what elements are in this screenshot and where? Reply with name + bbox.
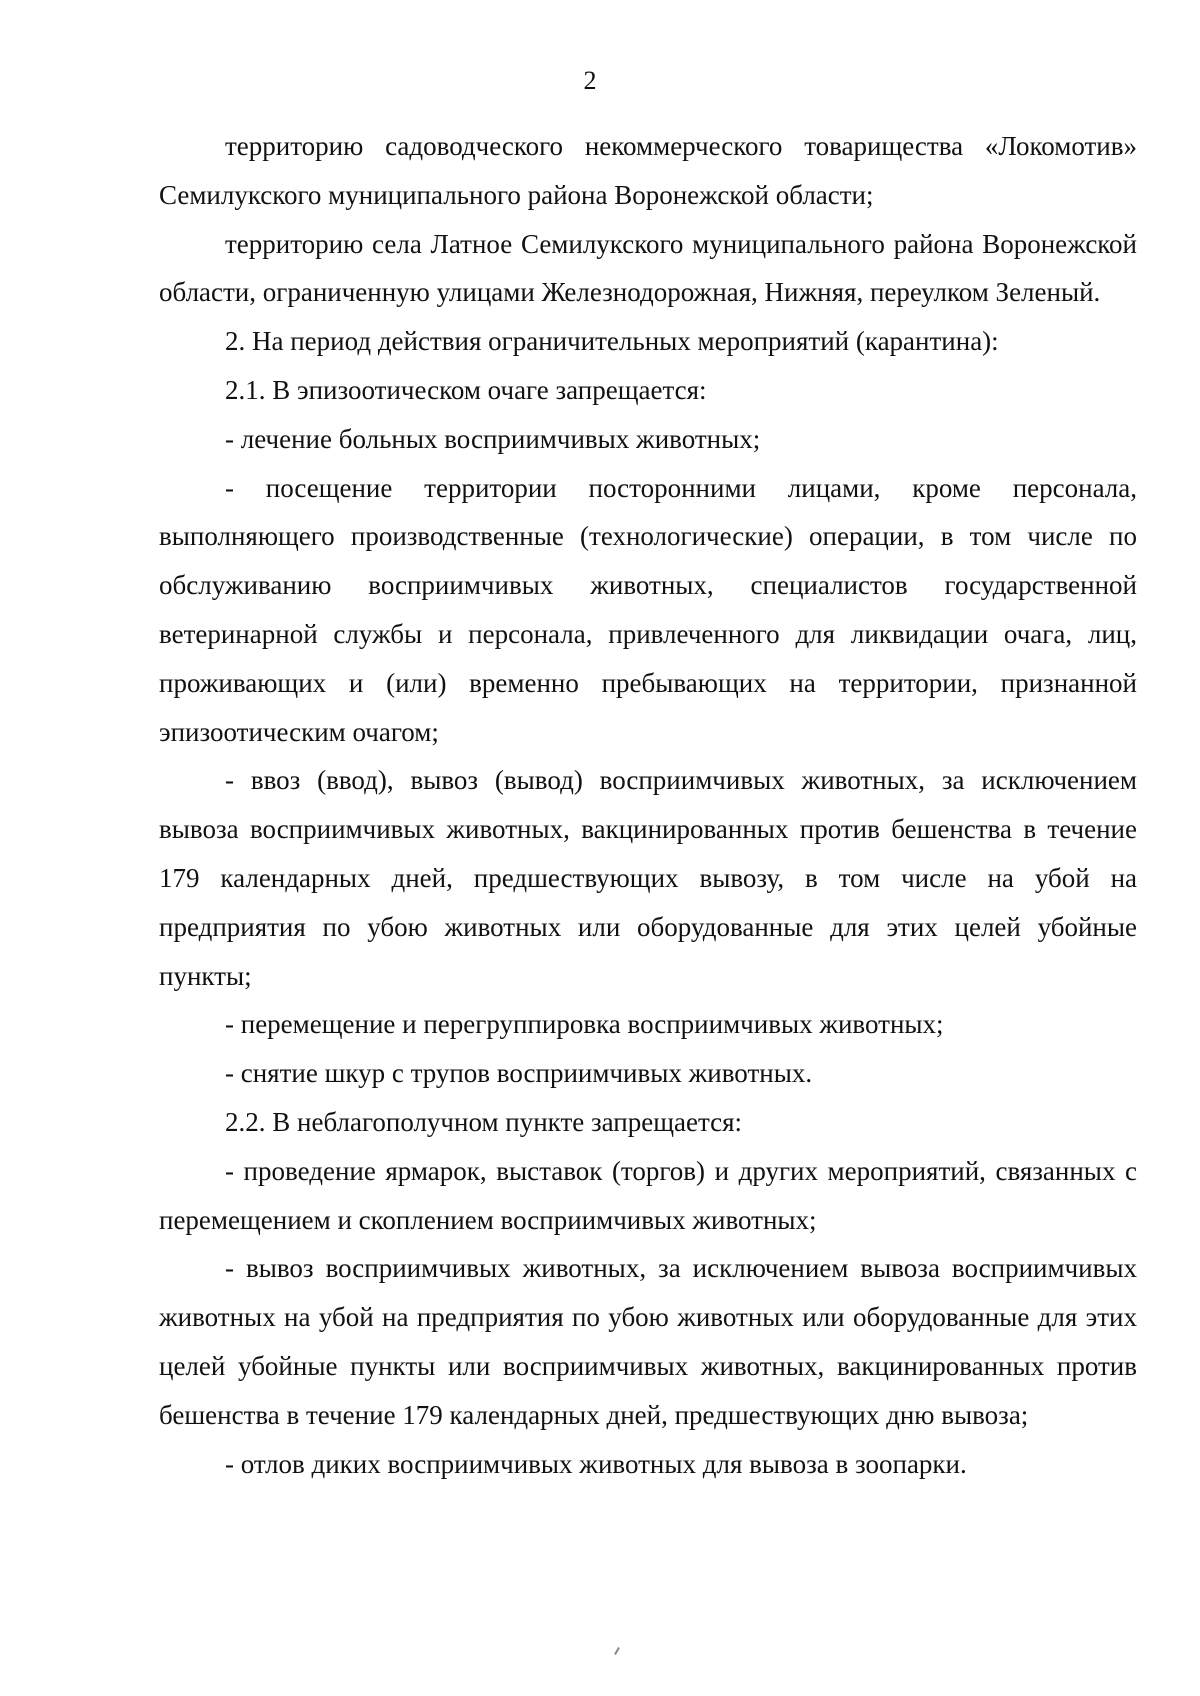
list-item-fairs: - проведение ярмарок, выставок (торгов) и других мероприятий, связанных с перемещением и скоплением восприимчивых животных;	[159, 1155, 1137, 1235]
page-number: 2	[583, 66, 597, 95]
paragraph-section-2: 2. На период действия ограничительных мероприятий (карантина):	[225, 326, 999, 357]
list-item-export: - вывоз восприимчивых животных, за исключением вывоза восприимчивых животных на убой на предприятия по убою животных или оборудованные для этих целей убойные пункты или восприимчивых животных, вакцинированных против бешенства в течение 179 календарных дней, предшествующих дню вывоза;	[159, 1253, 1137, 1430]
list-item-regrouping: - перемещение и перегруппировка восприимчивых животных;	[225, 1009, 944, 1040]
list-item-skinning: - снятие шкур с трупов восприимчивых животных.	[225, 1058, 813, 1089]
paragraph-snt-lokomotiv: территорию садоводческого некоммерческого товарищества «Локомотив» Семилукского муниципального района Воронежской области;	[159, 131, 1137, 210]
paragraph-selo-latnoe: территорию села Латное Семилукского муниципального района Воронежской области, ограниченную улицами Железнодорожная, Нижняя, переулком Зеленый.	[159, 228, 1137, 308]
scan-speck-mark	[614, 1647, 620, 1655]
list-item-trapping: - отлов диких восприимчивых животных для вывоза в зоопарки.	[225, 1448, 967, 1479]
list-item-visiting: - посещение территории посторонними лицами, кроме персонала, выполняющего производственные (технологические) операции, в том числе по обслуживанию восприимчивых животных, специалистов государственной ветеринарной службы и персонала, привлеченного для ликвидации очага, лиц, проживающих и (или) временно пребывающих на территории, признанной эпизоотическим очагом;	[159, 472, 1137, 747]
paragraph-section-2-1: 2.1. В эпизоотическом очаге запрещается:	[225, 374, 707, 405]
paragraph-section-2-2: 2.2. В неблагополучном пункте запрещается:	[225, 1106, 742, 1137]
list-item-import-export: - ввоз (ввод), вывоз (вывод) восприимчивых животных, за исключением вывоза восприимчивых животных, вакцинированных против бешенства в течение 179 календарных дней, предшествующих вывозу, в том числе на убой на предприятия по убою животных или оборудованные для этих целей убойные пункты;	[159, 765, 1137, 991]
document-body	[159, 122, 1137, 1488]
list-item-treatment: - лечение больных восприимчивых животных;	[225, 423, 761, 454]
